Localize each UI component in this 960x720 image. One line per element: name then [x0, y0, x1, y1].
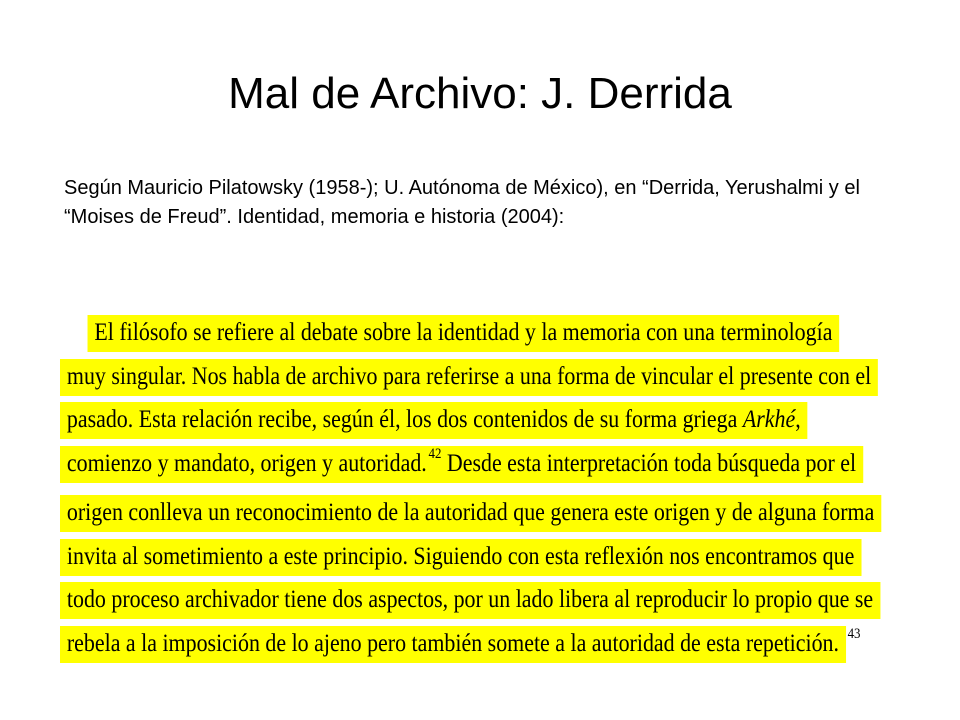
footnote-marker-43: 43	[847, 625, 861, 642]
quote-line-8	[60, 621, 861, 670]
quote-line-3	[60, 397, 808, 441]
quote-line-4	[60, 441, 857, 490]
quote-line-1	[88, 310, 833, 354]
quote-line-4a: comienzo y mandato, origen y autoridad.	[66, 448, 427, 478]
quote-line-6	[60, 534, 855, 578]
quote-line-5-text: origen conlleva un reconocimiento de la autoridad que genera este origen y de alguna forma	[60, 495, 881, 532]
quote-line-7	[60, 577, 874, 621]
quote-line-2-text: muy singular. Nos habla de archivo para referirse a una forma de vincular el presente con el	[60, 359, 878, 396]
footnote-marker-42: 42	[428, 446, 442, 463]
quote-line-7-text: todo proceso archivador tiene dos aspectos, por un lado libera al reproducir lo propio que se	[60, 582, 880, 619]
quote-line-4b: Desde esta interpretación toda búsqueda por el	[441, 448, 857, 478]
quote-line-2	[60, 354, 872, 398]
quote-line-1-text: El filósofo se refiere al debate sobre la identidad y la memoria con una terminología	[88, 315, 840, 352]
quote-line-5	[60, 490, 875, 534]
quote-emphasis-arkhe: Arkhé	[742, 404, 796, 434]
quote-line-3-text	[60, 402, 808, 439]
quote-line-6-text: invita al sometimiento a este principio. Siguiendo con esta reflexión nos encontramos que	[60, 539, 861, 576]
slide-title: Mal de Archivo: J. Derrida	[228, 69, 732, 118]
quote-line-3a: pasado. Esta relación recibe, según él, los dos contenidos de su forma griega	[66, 404, 743, 434]
intro-text: Según Mauricio Pilatowsky (1958-); U. Autónoma de México), en “Derrida, Yerushalmi y el “Moises de Freud”. Identidad, memoria e historia (2004):	[64, 177, 860, 228]
quote-line-3c: ,	[795, 404, 801, 434]
quote-line-8-text: rebela a la imposición de lo ajeno pero también somete a la autoridad de esta repetición.	[60, 626, 846, 663]
highlighted-quote	[60, 310, 875, 670]
quote-line-4-text	[60, 446, 863, 483]
